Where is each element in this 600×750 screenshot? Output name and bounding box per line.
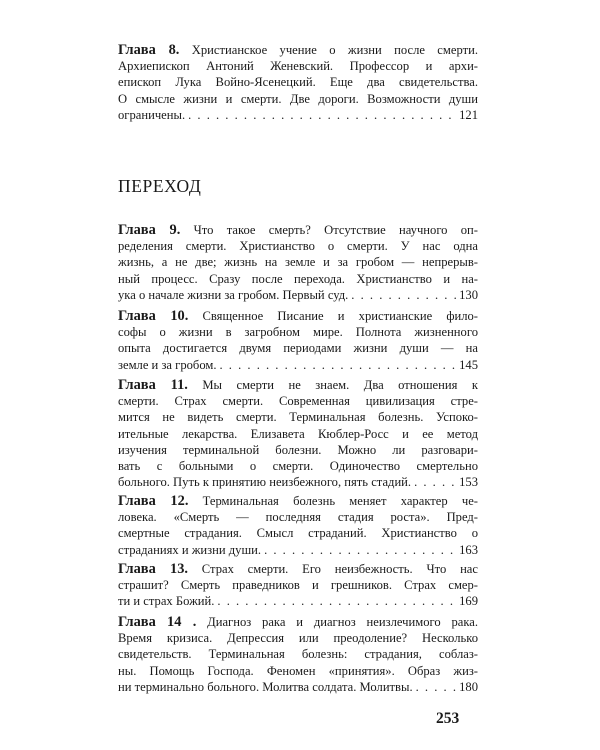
dot-leader	[414, 474, 456, 490]
toc-line: ределения смерти. Христианство о смерти. У нас одна	[118, 239, 478, 254]
toc-text: больного. Путь к принятию неизбежного, пять стадий.	[118, 475, 412, 490]
toc-text: Мы смерти не знаем. Два отношения к	[202, 378, 478, 392]
toc-line: жизнь, а не две; жизнь на земле и за гробом — непрерыв-	[118, 255, 478, 270]
toc-line: смертные страдания. Смысл страданий. Христианство о	[118, 526, 478, 541]
toc-line: О смысле жизни и смерти. Две дороги. Возможности души	[118, 91, 478, 106]
toc-line: изучения терминальной болезни. Можно ли разговари-	[118, 442, 478, 457]
toc-line: смерти. Страх смерти. Современная цивилизация стре-	[118, 394, 478, 409]
toc-line: Время кризиса. Депрессия или преодоление? Несколько	[118, 631, 478, 646]
toc-entry-chapter-8	[118, 42, 478, 123]
toc-line	[118, 308, 478, 324]
page-ref: 163	[459, 542, 478, 557]
toc-line: ный процесс. Сразу после перехода. Христианство и на-	[118, 271, 478, 286]
toc-line-with-page	[118, 357, 478, 373]
toc-line: ловека. «Смерть — последняя стадия роста». Пред-	[118, 510, 478, 525]
toc-line-with-page	[118, 474, 478, 490]
page-number: 253	[436, 710, 460, 727]
toc-text: земле и за гробом.	[118, 357, 217, 372]
toc-text: Христианское учение о жизни после смерти.	[191, 43, 478, 57]
toc-text: Терминальная болезнь меняет характер че-	[202, 494, 478, 508]
dot-leader	[217, 593, 456, 609]
toc-line-with-page	[118, 287, 478, 303]
chapter-label: Глава 14 .	[118, 614, 197, 630]
chapter-label: Глава 12.	[118, 493, 189, 509]
toc-line	[118, 493, 478, 509]
toc-entry-chapter-12	[118, 493, 478, 558]
section-title: ПЕРЕХОД	[118, 176, 202, 196]
toc-entry-chapter-10	[118, 308, 478, 373]
toc-line	[118, 42, 478, 58]
toc-text: Что такое смерть? Отсутствие научного оп-	[193, 223, 478, 237]
toc-line: страшит? Смерть праведников и грешников. Страх смер-	[118, 578, 478, 593]
page-ref: 130	[459, 287, 478, 302]
toc-text: ти и страх Божий.	[118, 594, 215, 609]
toc-line	[118, 561, 478, 577]
toc-line: опыта достигается двумя периодами жизни души — на	[118, 341, 478, 356]
toc-text: Диагноз рака и диагноз неизлечимого рака.	[207, 615, 479, 629]
toc-line: софы о жизни в загробном мире. Полнота жизненного	[118, 325, 478, 340]
chapter-label: Глава 9.	[118, 222, 181, 238]
toc-line	[118, 377, 478, 393]
chapter-label: Глава 11.	[118, 377, 188, 393]
dot-leader	[264, 542, 456, 558]
toc-line	[118, 222, 478, 238]
page-ref: 145	[459, 357, 478, 372]
toc-line: свидетельств. Терминальная болезнь: страдания, соблаз-	[118, 647, 478, 662]
toc-line	[118, 614, 478, 630]
toc-line: вать с больными о смерти. Одиночество смертельно	[118, 459, 478, 474]
toc-line-with-page	[118, 679, 478, 695]
chapter-label: Глава 10.	[118, 308, 189, 324]
page-ref: 153	[459, 475, 478, 490]
toc-text: страданиях и жизни души.	[118, 542, 262, 557]
dot-leader	[416, 679, 456, 695]
toc-text: Страх смерти. Его неизбежность. Что нас	[201, 562, 478, 576]
toc-text: Священное Писание и христианские фило-	[202, 309, 478, 323]
toc-text: ука о начале жизни за гробом. Первый суд.	[118, 287, 349, 302]
dot-leader	[188, 107, 456, 123]
toc-line: Архиепископ Антоний Женевский. Профессор и архи-	[118, 59, 478, 74]
toc-entry-chapter-14	[118, 614, 478, 695]
toc-line-with-page	[118, 107, 478, 123]
chapter-label: Глава 8.	[118, 42, 180, 58]
dot-leader	[351, 287, 456, 303]
toc-entry-chapter-11	[118, 377, 478, 490]
toc-line: ительные лекарства. Елизавета Кюблер-Росс и ее метод	[118, 426, 478, 441]
toc-line-with-page	[118, 542, 478, 558]
toc-text: ни терминально больного. Молитва солдата. Молитвы.	[118, 679, 413, 694]
toc-line: ны. Помощь Господа. Феномен «принятия». Образ жиз-	[118, 663, 478, 678]
page-ref: 180	[459, 679, 478, 694]
page-ref: 121	[459, 107, 478, 122]
toc-line: мится не видеть смерти. Терминальная болезнь. Успоко-	[118, 410, 478, 425]
dot-leader	[220, 357, 457, 373]
toc-text: ограничены.	[118, 107, 186, 122]
toc-line-with-page	[118, 593, 478, 609]
toc-entry-chapter-13	[118, 561, 478, 610]
toc-line: епископ Лука Войно-Ясенецкий. Еще два свидетельства.	[118, 75, 478, 90]
toc-entry-chapter-9	[118, 222, 478, 303]
chapter-label: Глава 13.	[118, 561, 188, 577]
page-ref: 169	[459, 594, 478, 609]
